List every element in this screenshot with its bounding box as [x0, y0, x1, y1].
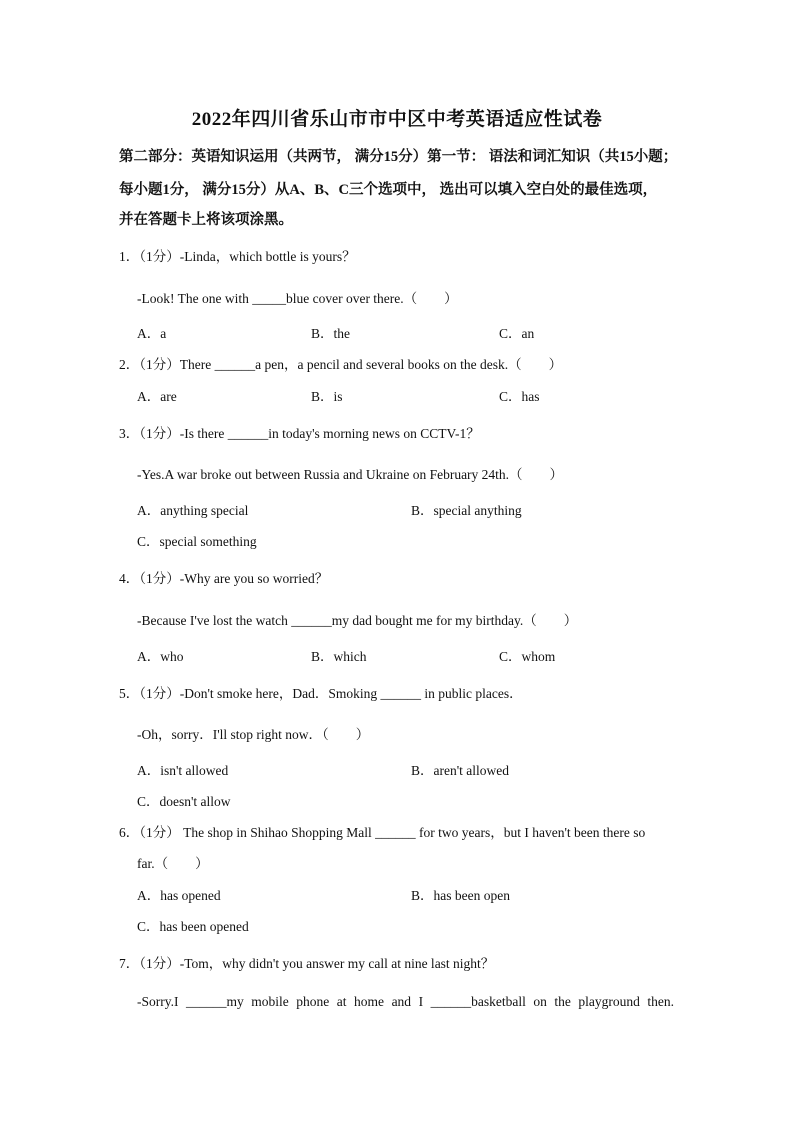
question-4-option-b: B．which	[311, 649, 367, 664]
question-2-option-a: A．are	[137, 389, 177, 404]
question-2-option-c: C．has	[499, 389, 540, 404]
question-1-option-c: C．an	[499, 326, 535, 341]
question-2-stem: 2．（1分）There ______a pen，a pencil and several books on the desk.（ ）	[119, 357, 563, 372]
question-1-response: -Look! The one with _____blue cover over there.（ ）	[137, 291, 458, 306]
question-5-option-c: C．doesn't allow	[137, 794, 231, 809]
question-5-response: -Oh，sorry．I'll stop right now．（ ）	[137, 727, 370, 742]
question-5-option-b: B．aren't allowed	[411, 763, 510, 778]
question-3-option-c: C．special something	[137, 534, 257, 549]
question-6-stem: 6．（1分） The shop in Shihao Shopping Mall ______ for two years，but I haven't been there so	[119, 825, 646, 840]
question-7-stem: 7．（1分）-Tom，why didn't you answer my call at nine last night？	[119, 956, 495, 971]
section-header-line-2: 每小题1分， 满分15分）从A、B、C三个选项中， 选出可以填入空白处的最佳选项，	[119, 182, 658, 198]
question-6-stem-continued: far.（ ）	[137, 856, 209, 871]
question-1-stem: 1．（1分）-Linda，which bottle is yours？	[119, 249, 356, 264]
question-3-stem: 3．（1分）-Is there ______in today's morning news on CCTV-1？	[119, 426, 480, 441]
question-5-option-a: A．isn't allowed	[137, 763, 229, 778]
question-6-option-c: C．has been opened	[137, 919, 249, 934]
question-4-response: -Because I've lost the watch ______my dad bought me for my birthday.（ ）	[137, 613, 578, 628]
question-5-stem: 5．（1分）-Don't smoke here，Dad．Smoking ______ in public places．	[119, 686, 523, 701]
question-4-option-c: C．whom	[499, 649, 556, 664]
section-header-line-1: 第二部分：英语知识运用（共两节， 满分15分）第一节： 语法和词汇知识（共15小题；	[119, 149, 678, 165]
question-3-option-b: B．special anything	[411, 503, 522, 518]
question-3-response: -Yes.A war broke out between Russia and Ukraine on February 24th.（ ）	[137, 467, 564, 482]
question-2-option-b: B．is	[311, 389, 343, 404]
question-4-stem: 4．（1分）-Why are you so worried？	[119, 571, 329, 586]
section-header-line-3: 并在答题卡上将该项涂黑。	[119, 212, 293, 228]
page-title: 2022年四川省乐山市市中区中考英语适应性试卷	[191, 109, 603, 130]
question-4-option-a: A．who	[137, 649, 184, 664]
question-1-option-a: A．a	[137, 326, 167, 341]
question-6-option-b: B．has been open	[411, 888, 510, 903]
question-7-response: -Sorry.I ______my mobile phone at home and I ______basketball on the playground then.	[137, 994, 674, 1009]
question-3-option-a: A．anything special	[137, 503, 249, 518]
question-6-option-a: A．has opened	[137, 888, 221, 903]
question-1-option-b: B．the	[311, 326, 350, 341]
